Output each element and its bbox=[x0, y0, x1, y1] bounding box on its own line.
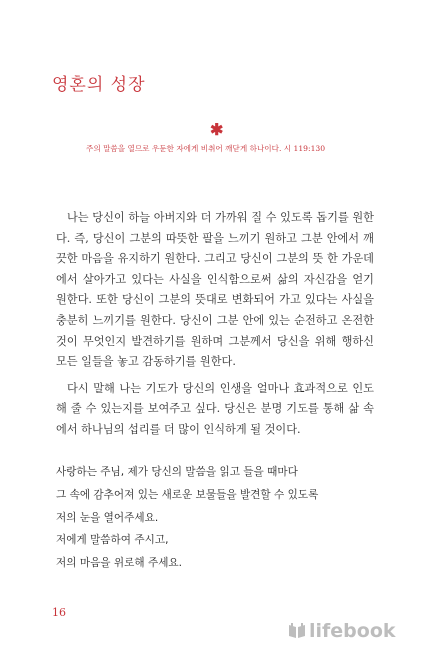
watermark-text: lifebook bbox=[309, 620, 396, 642]
page-number: 16 bbox=[52, 606, 66, 619]
prayer-line: 저의 눈을 열어주세요. bbox=[56, 511, 159, 524]
body-text bbox=[56, 208, 374, 441]
book-icon bbox=[288, 623, 306, 639]
faded-show-through-text bbox=[140, 112, 380, 126]
scripture-verse: 주의 말씀을 열므로 우둔한 자에게 비취어 깨닫게 하나이다. 시 119:130 bbox=[86, 144, 326, 153]
prayer-line: 사랑하는 주님, 제가 당신의 말씀을 읽고 들을 때마다 bbox=[56, 466, 298, 478]
paragraph: 다시 말해 나는 기도가 당신의 인생을 얼마나 효과적으로 인도해 줄 수 있는지를 보여주고 싶다. 당신은 분명 기도를 통해 삶 속에서 하나님의 섭리를 더 많이 인식하게 될 것이다. bbox=[56, 381, 374, 436]
prayer-line: 저에게 말씀하여 주시고, bbox=[56, 534, 169, 547]
prayer-line: 저의 마음을 위로해 주세요. bbox=[56, 557, 183, 570]
asterisk-ornament-icon: ✱ bbox=[210, 120, 224, 139]
handwritten-prayer bbox=[56, 461, 396, 575]
chapter-title: 영혼의 성장 bbox=[52, 75, 146, 95]
prayer-line: 그 속에 감추어져 있는 새로운 보물들을 발견할 수 있도록 bbox=[56, 488, 319, 501]
lifebook-watermark-logo bbox=[288, 620, 396, 642]
paragraph: 나는 당신이 하늘 아버지와 더 가까워 질 수 있도록 돕기를 원한다. 즉, 당신이 그분의 따뜻한 팔을 느끼기 원하고 그분 안에서 깨끗한 마음을 유지하기 원한다. 그리고 당신이 그분의 뜻 한 가운데에서 살아가고 있다는 사실을 인식함으로써 삶의 자신감을 얻기 원한다. 또한 당신이 그분의 뜻대로 변화되어 가고 있다는 사실을 충분히 느끼기를 원한다. 당신이 그분 안에 있는 순전하고 온전한 것이 무엇인지 발견하기를 원하며 그분께서 당신을 위해 행하신 모든 일들을 놓고 감동하기를 원한다. bbox=[56, 211, 374, 369]
